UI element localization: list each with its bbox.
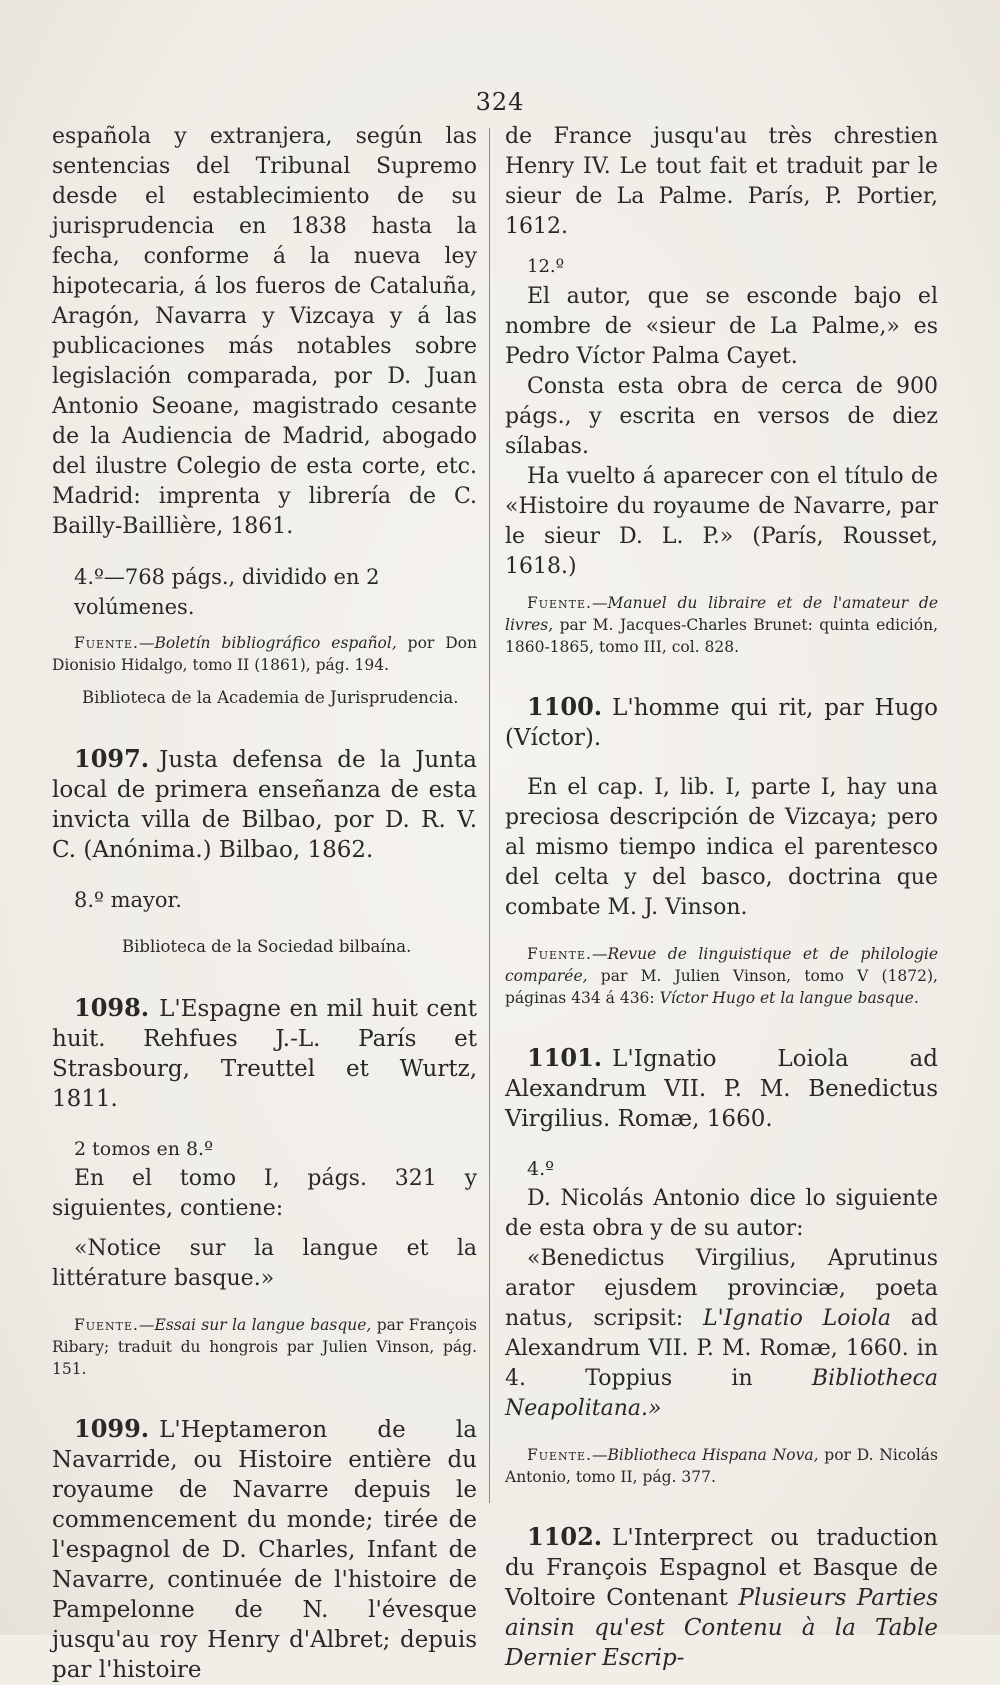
fuente-label: Fuente. — [74, 634, 139, 652]
fuente-label: Fuente. — [527, 945, 592, 963]
entry-note: En el tomo I, págs. 321 y siguientes, contiene: — [52, 1166, 477, 1221]
entry-number: 1101. — [527, 1043, 603, 1072]
fuente-source: Revue de linguistique et de philologie comparée, — [505, 945, 938, 985]
library-note: Biblioteca de la Sociedad bilbaína. — [122, 937, 412, 956]
fuente-note: Fuente.—Revue de linguistique et de philologie comparée, par M. Julien Vinson, tomo V (1872), páginas 434 á 436: Víctor Hugo et la langue basque. — [505, 945, 938, 1007]
entry-continuation: de France jusqu'au très chrestien Henry IV. Le tout fait et traduit par le sieur de La Palme. París, P. Portier, 1612. — [505, 124, 938, 239]
entry-number: 1098. — [74, 993, 150, 1022]
entry-title: L'Heptameron de la Navarride, ou Histoire entière du royaume de Navarre depuis le commencement du monde; tirée de l'espagnol de D. Charles, Infant de Navarre, continuée de l'histoire de Pampelonne de N. l'évesque jusqu'au roy Henry d'Albret; depuis par l'histoire — [52, 1417, 477, 1683]
entry-note: Consta esta obra de cerca de 900 págs., y escrita en versos de diez sílabas. — [505, 374, 938, 459]
fuente-source: Manuel du libraire et de l'amateur de livres, — [505, 594, 938, 634]
entry-1097 — [52, 744, 477, 865]
entry-title: L'homme qui rit, par Hugo (Víctor). — [505, 695, 938, 751]
entry-1101 — [505, 1043, 938, 1134]
fuente-rest: por D. Nicolás Antonio, tomo II, pág. 377. — [505, 1446, 938, 1486]
fuente-note: Fuente.—Boletín bibliográfico español, por Don Dionisio Hidalgo, tomo II (1861), pág. 194. — [52, 634, 477, 674]
quote-text: ad Alexandrum VII. P. M. Romæ, 1660. in 4. Toppius in — [505, 1306, 938, 1391]
fuente-source: Boletín bibliográfico español, — [154, 634, 397, 652]
fuente-source: Bibliotheca Hispana Nova, — [607, 1446, 819, 1464]
page-number: 324 — [475, 88, 525, 116]
fuente-rest: por Don Dionisio Hidalgo, tomo II (1861), pág. 194. — [52, 634, 477, 674]
fuente-note: Fuente.—Manuel du libraire et de l'amateur de livres, par M. Jacques-Charles Brunet: quinta edición, 1860-1865, tomo III, col. 828. — [505, 594, 938, 656]
entry-note: D. Nicolás Antonio dice lo siguiente de esta obra y de su autor: — [505, 1186, 938, 1241]
entry-note: Ha vuelto á aparecer con el título de «Histoire du royaume de Navarre, par le sieur D. L. P.» (París, Rousset, 1618.) — [505, 464, 938, 579]
entry-format: 8.º mayor. — [74, 888, 182, 912]
entry-title: L'Interprect ou traduction du François Espagnol et Basque de Voltoire Contenant — [505, 1525, 938, 1611]
entry-quote — [505, 1244, 938, 1424]
entry-number: 1100. — [527, 692, 603, 721]
entry-number: 1102. — [527, 1522, 603, 1551]
entry-continuation: española y extranjera, según las sentencias del Tribunal Supremo desde el establecimiento de su jurisprudencia en 1838 hasta la fecha, conforme á la nueva ley hipotecaria, á los fueros de Cataluña, Aragón, Navarra y Vizcaya y á las publicaciones más notables sobre legislación comparada, por D. Juan Antonio Seoane, magistrado cesante de la Audiencia de Madrid, abogado del ilustre Colegio de esta corte, etc. Madrid: imprenta y librería de C. Bailly-Baillière, 1861. — [52, 124, 477, 539]
entry-note: El autor, que se esconde bajo el nombre de «sieur de La Palme,» es Pedro Víctor Palma Cayet. — [505, 284, 938, 369]
entry-title-italic: Plusieurs Parties ainsin qu'est Contenu à la Table Dernier Escrip- — [505, 1585, 938, 1671]
fuente-rest: par M. Jacques-Charles Brunet: quinta edición, 1860-1865, tomo III, col. 828. — [505, 616, 938, 656]
entry-number: 1097. — [74, 744, 150, 773]
entry-format: 2 tomos en 8.º — [74, 1138, 214, 1160]
entry-format: 12.º — [527, 256, 565, 277]
entry-title: Justa defensa de la Junta local de primera enseñanza de esta invicta villa de Bilbao, por D. R. V. C. (Anónima.) Bilbao, 1862. — [52, 747, 477, 863]
library-note: Biblioteca de la Academia de Jurisprudencia. — [82, 688, 459, 707]
fuente-label: Fuente. — [74, 1316, 139, 1334]
entry-title: L'Ignatio Loiola ad Alexandrum VII. P. M. Benedictus Virgilius. Romæ, 1660. — [505, 1046, 938, 1132]
entry-format: 4.º — [527, 1158, 555, 1180]
fuente-rest: par M. Julien Vinson, tomo V (1872), páginas 434 á 436: — [505, 967, 938, 1007]
entry-note: En el cap. I, lib. I, parte I, hay una preciosa descripción de Vizcaya; pero al mismo tiempo indica el parentesco del celta y del basco, doctrina que combate M. J. Vinson. — [505, 775, 938, 920]
entry-number: 1099. — [74, 1414, 150, 1443]
quote-title: Bibliotheca Neapolitana.» — [505, 1366, 938, 1421]
left-column — [52, 122, 477, 1685]
fuente-label: Fuente. — [527, 1446, 592, 1464]
entry-note: «Notice sur la langue et la littérature basque.» — [52, 1236, 477, 1291]
column-divider — [489, 128, 490, 1503]
entry-1100 — [505, 692, 938, 753]
fuente-note: Fuente.—Essai sur la langue basque, par François Ribary; traduit du hongrois par Julien Vinson, pág. 151. — [52, 1316, 477, 1378]
entry-1098 — [52, 993, 477, 1114]
fuente-label: Fuente. — [527, 594, 592, 612]
fuente-note: Fuente.—Bibliotheca Hispana Nova, por D. Nicolás Antonio, tomo II, pág. 377. — [505, 1446, 938, 1486]
entry-format: 4.º—768 págs., dividido en 2 volúmenes. — [74, 565, 380, 619]
entry-1102 — [505, 1522, 938, 1673]
quote-text: «Benedictus Virgilius, Aprutinus arator ejusdem provinciæ, poeta natus, scripsit: — [505, 1246, 938, 1331]
fuente-source: Essai sur la langue basque, — [154, 1316, 372, 1334]
entry-title: L'Espagne en mil huit cent huit. Rehfues J.-L. París et Strasbourg, Treuttel et Wurtz, 1811. — [52, 996, 477, 1112]
right-column — [505, 122, 938, 1673]
fuente-rest: par François Ribary; traduit du hongrois par Julien Vinson, pág. 151. — [52, 1316, 477, 1378]
fuente-source-2: Víctor Hugo et la langue basque. — [659, 989, 919, 1007]
quote-title: L'Ignatio Loiola — [703, 1306, 891, 1331]
entry-1099 — [52, 1414, 477, 1685]
